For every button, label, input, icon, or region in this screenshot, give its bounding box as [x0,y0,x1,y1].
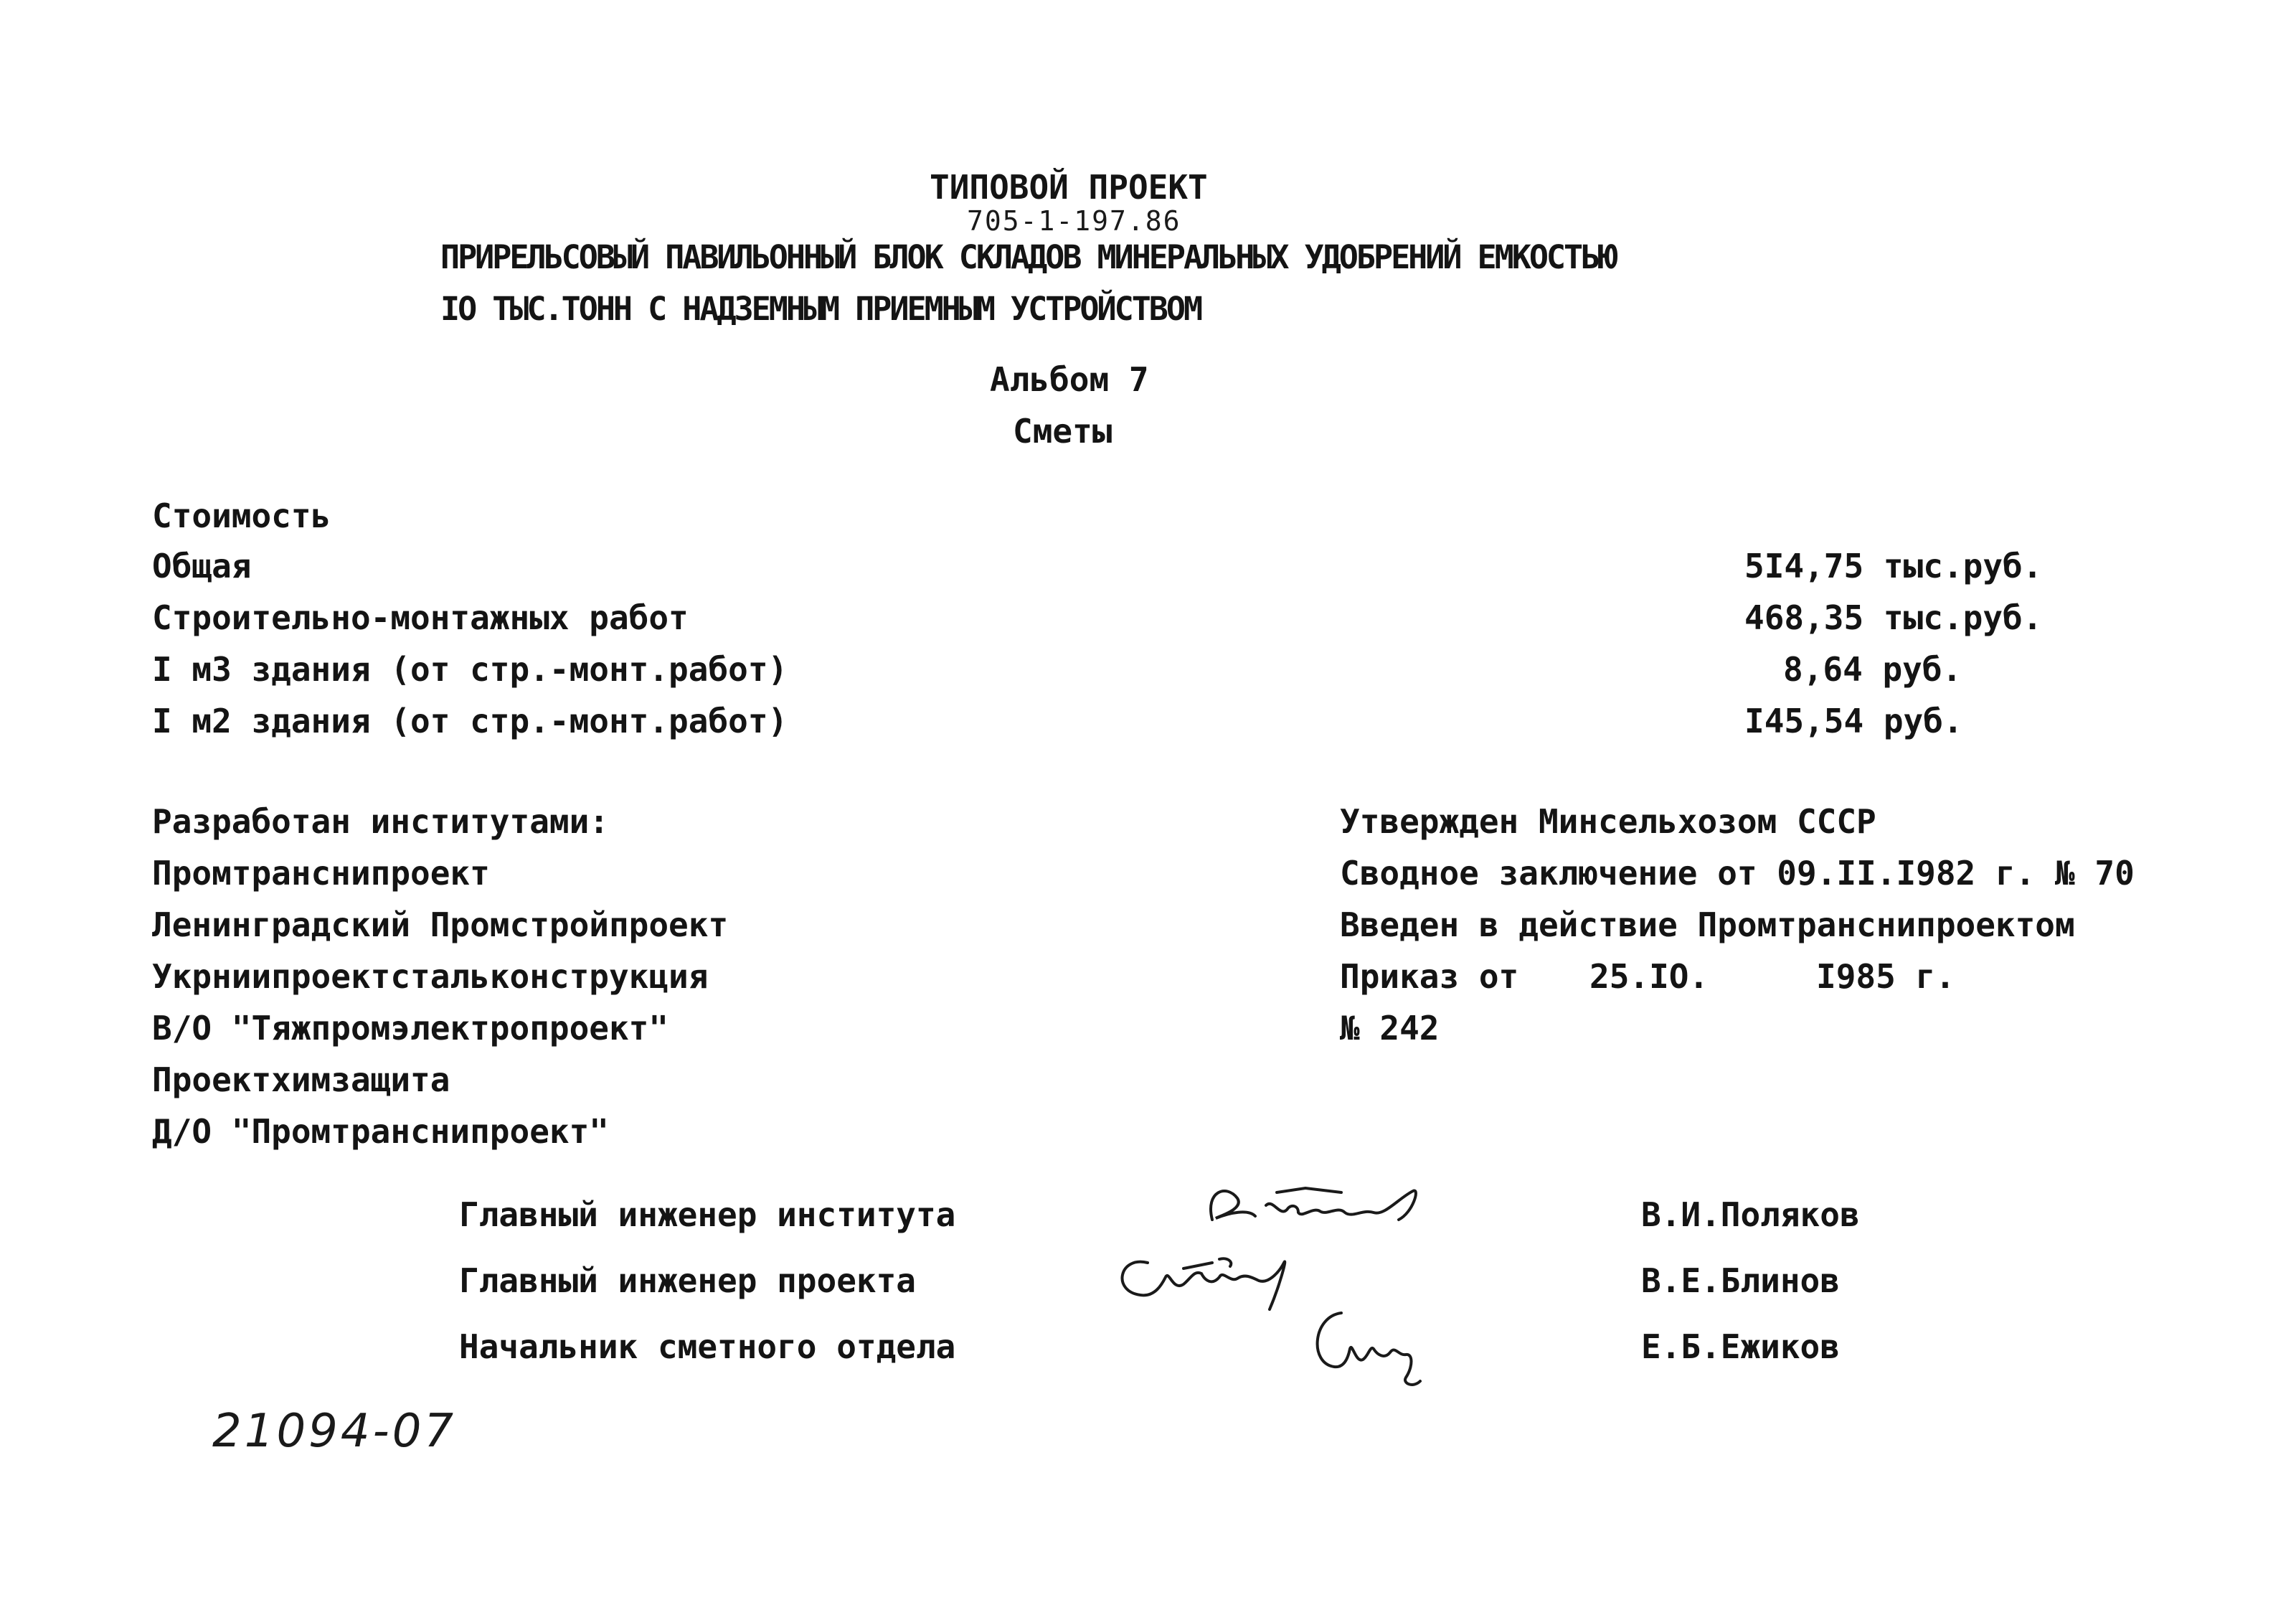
handwritten-signature-3 [1305,1299,1449,1395]
signature-name: Е.Б.Ежиков [1641,1327,1840,1366]
signature-role: Главный инженер проекта [459,1261,916,1300]
developer-item: Ленинградский Промстройпроект [152,905,729,944]
cost-row-label: I м2 здания (от стр.-монт.работ) [152,702,788,740]
developer-item: Промтранснипроект [152,854,490,893]
album-title: Сметы [1013,412,1112,451]
developer-item: Д/О "Промтранснипроект" [152,1112,609,1151]
developer-item: В/О "Тяжпромэлектропроект" [152,1009,669,1048]
developers-heading: Разработан институтами: [152,802,609,841]
cost-row-label: Общая [152,547,252,585]
project-number: 705-1-197.86 [967,205,1181,237]
order-year: I985 г. [1816,957,1955,996]
cost-row-label: I м3 здания (от стр.-монт.работ) [152,650,788,689]
album-number: Альбом 7 [990,360,1149,399]
signature-name: В.Е.Блинов [1641,1261,1840,1300]
approval-line: Утвержден Минсельхозом СССР [1340,802,1876,841]
signature-role: Главный инженер института [459,1195,956,1234]
project-subtitle-line1: ПРИРЕЛЬСОВЫЙ ПАВИЛЬОННЫЙ БЛОК СКЛАДОВ МИНЕРАЛЬНЫХ УДОБРЕНИЙ ЕМКОСТЬЮ [440,238,1616,276]
cost-row-value: I45,54 руб. [1744,702,1963,740]
order-number: № 242 [1340,1009,1440,1048]
handwritten-signature-2 [1105,1241,1334,1316]
developer-item: Проектхимзащита [152,1060,450,1099]
cost-row-value: 5I4,75 тыс.руб. [1744,547,2043,585]
signature-name: В.И.Поляков [1641,1195,1860,1234]
cost-heading: Стоимость [152,496,331,535]
signature-role: Начальник сметного отдела [459,1327,956,1366]
developer-item: Укрниипроектстальконструкция [152,957,709,996]
project-subtitle-line2: IO ТЫС.ТОНН С НАДЗЕМНЫМ ПРИЕМНЫМ УСТРОЙСТВОМ [440,290,1201,328]
handwritten-signature-1 [1198,1177,1456,1237]
inventory-number: 21094-07 [212,1405,457,1458]
approval-line: Сводное заключение от 09.II.I982 г. № 70 [1340,854,2135,893]
order-label: Приказ от [1340,957,1519,996]
cost-row-value: 8,64 руб. [1783,650,1962,689]
cost-row-label: Строительно-монтажных работ [152,598,689,637]
cost-row-value: 468,35 тыс.руб. [1744,598,2043,637]
order-date: 25.IO. [1589,957,1709,996]
document-title: ТИПОВОЙ ПРОЕКТ [930,168,1208,207]
approval-line: Введен в действие Промтранснипроектом [1340,905,2075,944]
